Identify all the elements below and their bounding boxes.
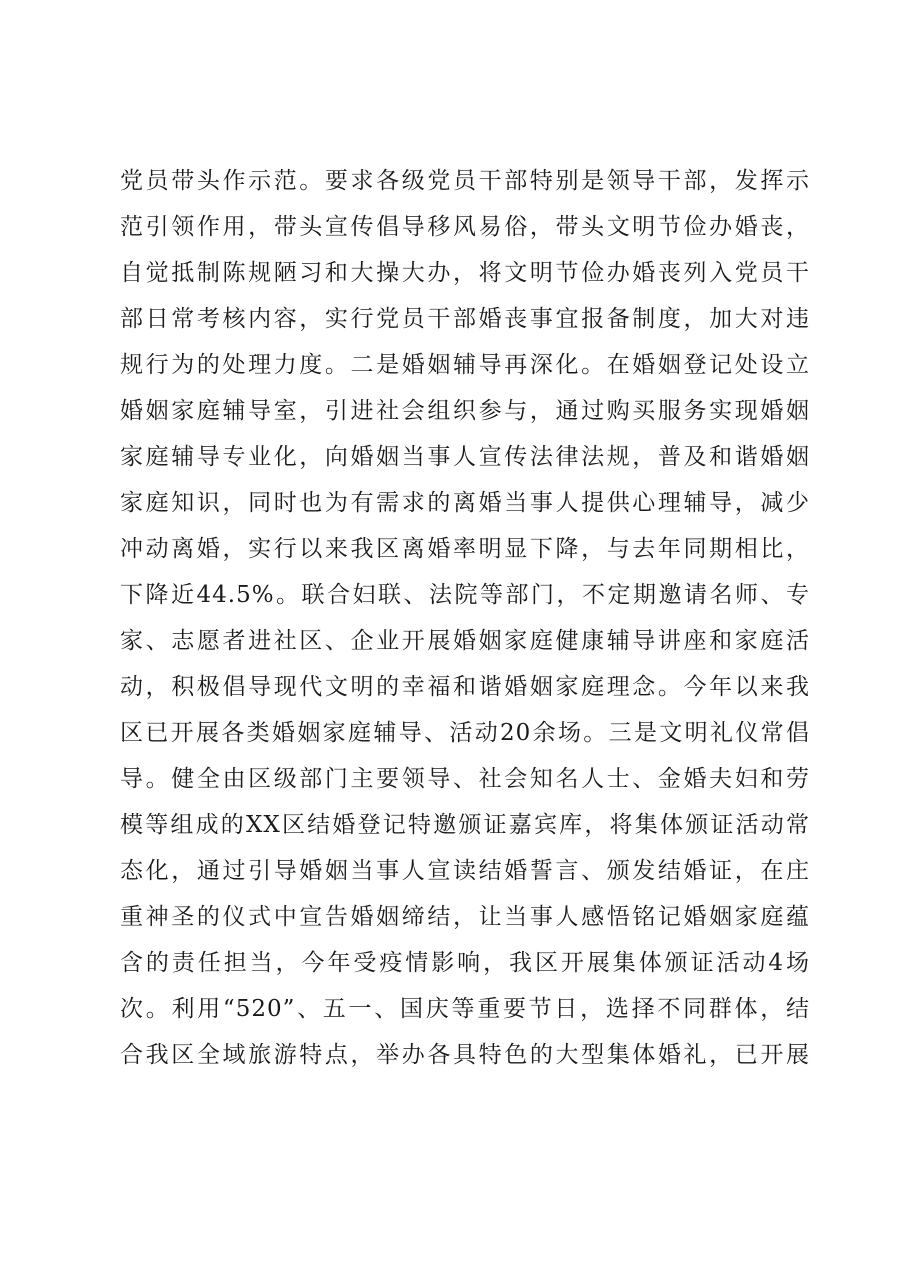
text-line: 下降近44.5%。联合妇联、法院等部门，不定期邀请名师、专 (120, 582, 810, 608)
text-line: 态化，通过引导婚姻当事人宣读结婚誓言、颁发结婚证，在庄 (120, 858, 810, 884)
text-line: 合我区全域旅游特点，举办各具特色的大型集体婚礼，已开展 (120, 1042, 810, 1068)
text-line: 导。健全由区级部门主要领导、社会知名人士、金婚夫妇和劳 (120, 766, 810, 792)
text-line: 区已开展各类婚姻家庭辅导、活动20余场。三是文明礼仪常倡 (120, 720, 810, 746)
text-line: 家、志愿者进社区、企业开展婚姻家庭健康辅导讲座和家庭活 (120, 628, 810, 654)
text-line: 自觉抵制陈规陋习和大操大办，将文明节俭办婚丧列入党员干 (120, 260, 810, 286)
text-line: 党员带头作示范。要求各级党员干部特别是领导干部，发挥示 (120, 168, 810, 194)
text-line: 动，积极倡导现代文明的幸福和谐婚姻家庭理念。今年以来我 (120, 674, 810, 700)
text-line: 重神圣的仪式中宣告婚姻缔结，让当事人感悟铭记婚姻家庭蕴 (120, 904, 810, 930)
text-line: 家庭辅导专业化，向婚姻当事人宣传法律法规，普及和谐婚姻 (120, 444, 810, 470)
text-line: 范引领作用，带头宣传倡导移风易俗，带头文明节俭办婚丧， (120, 214, 810, 240)
text-line: 含的责任担当，今年受疫情影响，我区开展集体颁证活动4场 (120, 950, 810, 976)
text-line: 次。利用“520”、五一、国庆等重要节日，选择不同群体，结 (120, 996, 810, 1022)
text-line: 规行为的处理力度。二是婚姻辅导再深化。在婚姻登记处设立 (120, 352, 810, 378)
text-line: 部日常考核内容，实行党员干部婚丧事宜报备制度，加大对违 (120, 306, 810, 332)
text-line: 冲动离婚，实行以来我区离婚率明显下降，与去年同期相比， (120, 536, 810, 562)
text-line: 模等组成的XX区结婚登记特邀颁证嘉宾库，将集体颁证活动常 (120, 812, 810, 838)
text-line: 婚姻家庭辅导室，引进社会组织参与，通过购买服务实现婚姻 (120, 398, 810, 424)
text-line: 家庭知识，同时也为有需求的离婚当事人提供心理辅导，减少 (120, 490, 810, 516)
body-paragraph (120, 158, 810, 1078)
